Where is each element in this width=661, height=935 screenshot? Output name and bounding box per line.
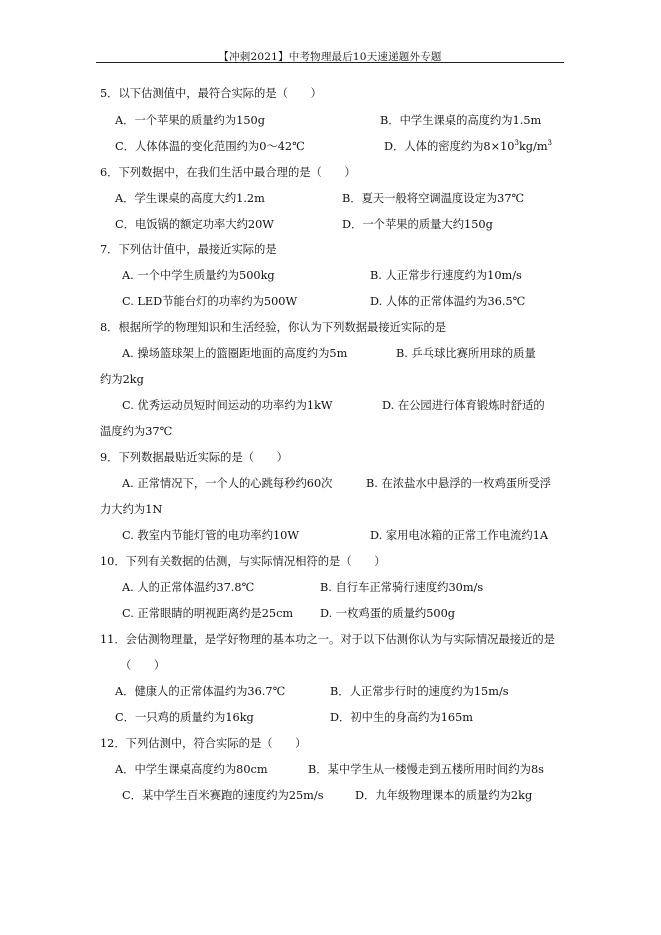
option-c: C．人体体温的变化范围约为0～42℃: [115, 140, 305, 153]
option-b-continued: 力大约为1N: [100, 503, 163, 516]
option-d: D．人体的密度约为$8\times 10^3kg/m^3$: [384, 139, 553, 153]
option-c: C. LED节能台灯的功率约为500W: [122, 295, 298, 308]
option-d: D．九年级物理课本的质量约为2kg: [355, 789, 533, 802]
page-header: 【冲刺2021】中考物理最后10天速递题外专题: [218, 51, 442, 63]
option-b: B．某中学生从一楼慢走到五楼所用时间约为8s: [308, 763, 544, 776]
option-b: B. 自行车正常骑行速度约30m/s: [320, 581, 484, 594]
option-a: A．健康人的正常体温约为36.7℃: [115, 685, 286, 698]
option-b: B. 人正常步行速度约为10m/s: [370, 269, 522, 282]
question-stem: 12．下列估测中，符合实际的是（ ）: [100, 737, 307, 750]
option-b: B. 在浓盐水中悬浮的一枚鸡蛋所受浮: [366, 477, 551, 490]
option-c: C. 正常眼睛的明视距离约是25cm: [122, 607, 294, 620]
option-c: C. 优秀运动员短时间运动的功率约为1kW: [122, 399, 333, 412]
option-a: A. 人的正常体温约37.8℃: [122, 581, 255, 594]
option-a: A．一个苹果的质量约为150g: [115, 114, 265, 127]
header-rule: [96, 62, 564, 63]
option-a: A. 一个中学生质量约为500kg: [122, 269, 275, 282]
option-d: D. 在公园进行体育锻炼时舒适的: [382, 399, 545, 412]
option-a: A. 操场篮球架上的篮圈距地面的高度约为5m: [122, 347, 348, 360]
option-d: D. 一枚鸡蛋的质量约500g: [320, 607, 456, 620]
option-d: D．一个苹果的质量大约150g: [342, 218, 493, 231]
question-stem: 10．下列有关数据的估测，与实际情况相符的是（ ）: [100, 555, 386, 568]
question-stem: 7．下列估计值中，最接近实际的是: [100, 243, 277, 256]
question-stem: 9．下列数据最贴近实际的是（ ）: [100, 451, 288, 464]
option-b: B. 乒乓球比赛所用球的质量: [396, 347, 536, 360]
option-d: D. 人体的正常体温约为36.5℃: [370, 295, 526, 308]
option-a: A．学生课桌的高度大约1.2m: [115, 192, 265, 205]
question-stem: 8．根据所学的物理知识和生活经验，你认为下列数据最接近实际的是: [100, 321, 447, 334]
question-stem-continued: （ ）: [120, 659, 166, 672]
question-stem: 11．会估测物理量，是学好物理的基本功之一。对于以下估测你认为与实际情况最接近的是: [100, 633, 555, 646]
option-b: B．人正常步行时的速度约为15m/s: [330, 685, 509, 698]
option-a: A．中学生课桌高度约为80cm: [115, 763, 268, 776]
option-d: D．初中生的身高约为165m: [330, 711, 474, 724]
option-d-continued: 温度约为37℃: [100, 425, 173, 438]
option-b: B．中学生课桌的高度约为1.5m: [380, 114, 542, 127]
option-c: C. 教室内节能灯管的电功率约10W: [122, 529, 299, 542]
option-d: D. 家用电冰箱的正常工作电流约1A: [370, 529, 549, 542]
option-b: B．夏天一般将空调温度设定为37℃: [342, 192, 525, 205]
option-b-continued: 约为2kg: [100, 373, 144, 386]
option-a: A. 正常情况下，一个人的心跳每秒约60次: [122, 477, 333, 490]
option-c: C．某中学生百米赛跑的速度约为25m/s: [122, 789, 324, 802]
question-stem: 5．以下估测值中，最符合实际的是（ ）: [100, 87, 322, 100]
question-stem: 6．下列数据中，在我们生活中最合理的是（ ）: [100, 166, 356, 179]
option-c: C．电饭锅的额定功率大约20W: [115, 218, 274, 231]
option-c: C．一只鸡的质量约为16kg: [115, 711, 254, 724]
